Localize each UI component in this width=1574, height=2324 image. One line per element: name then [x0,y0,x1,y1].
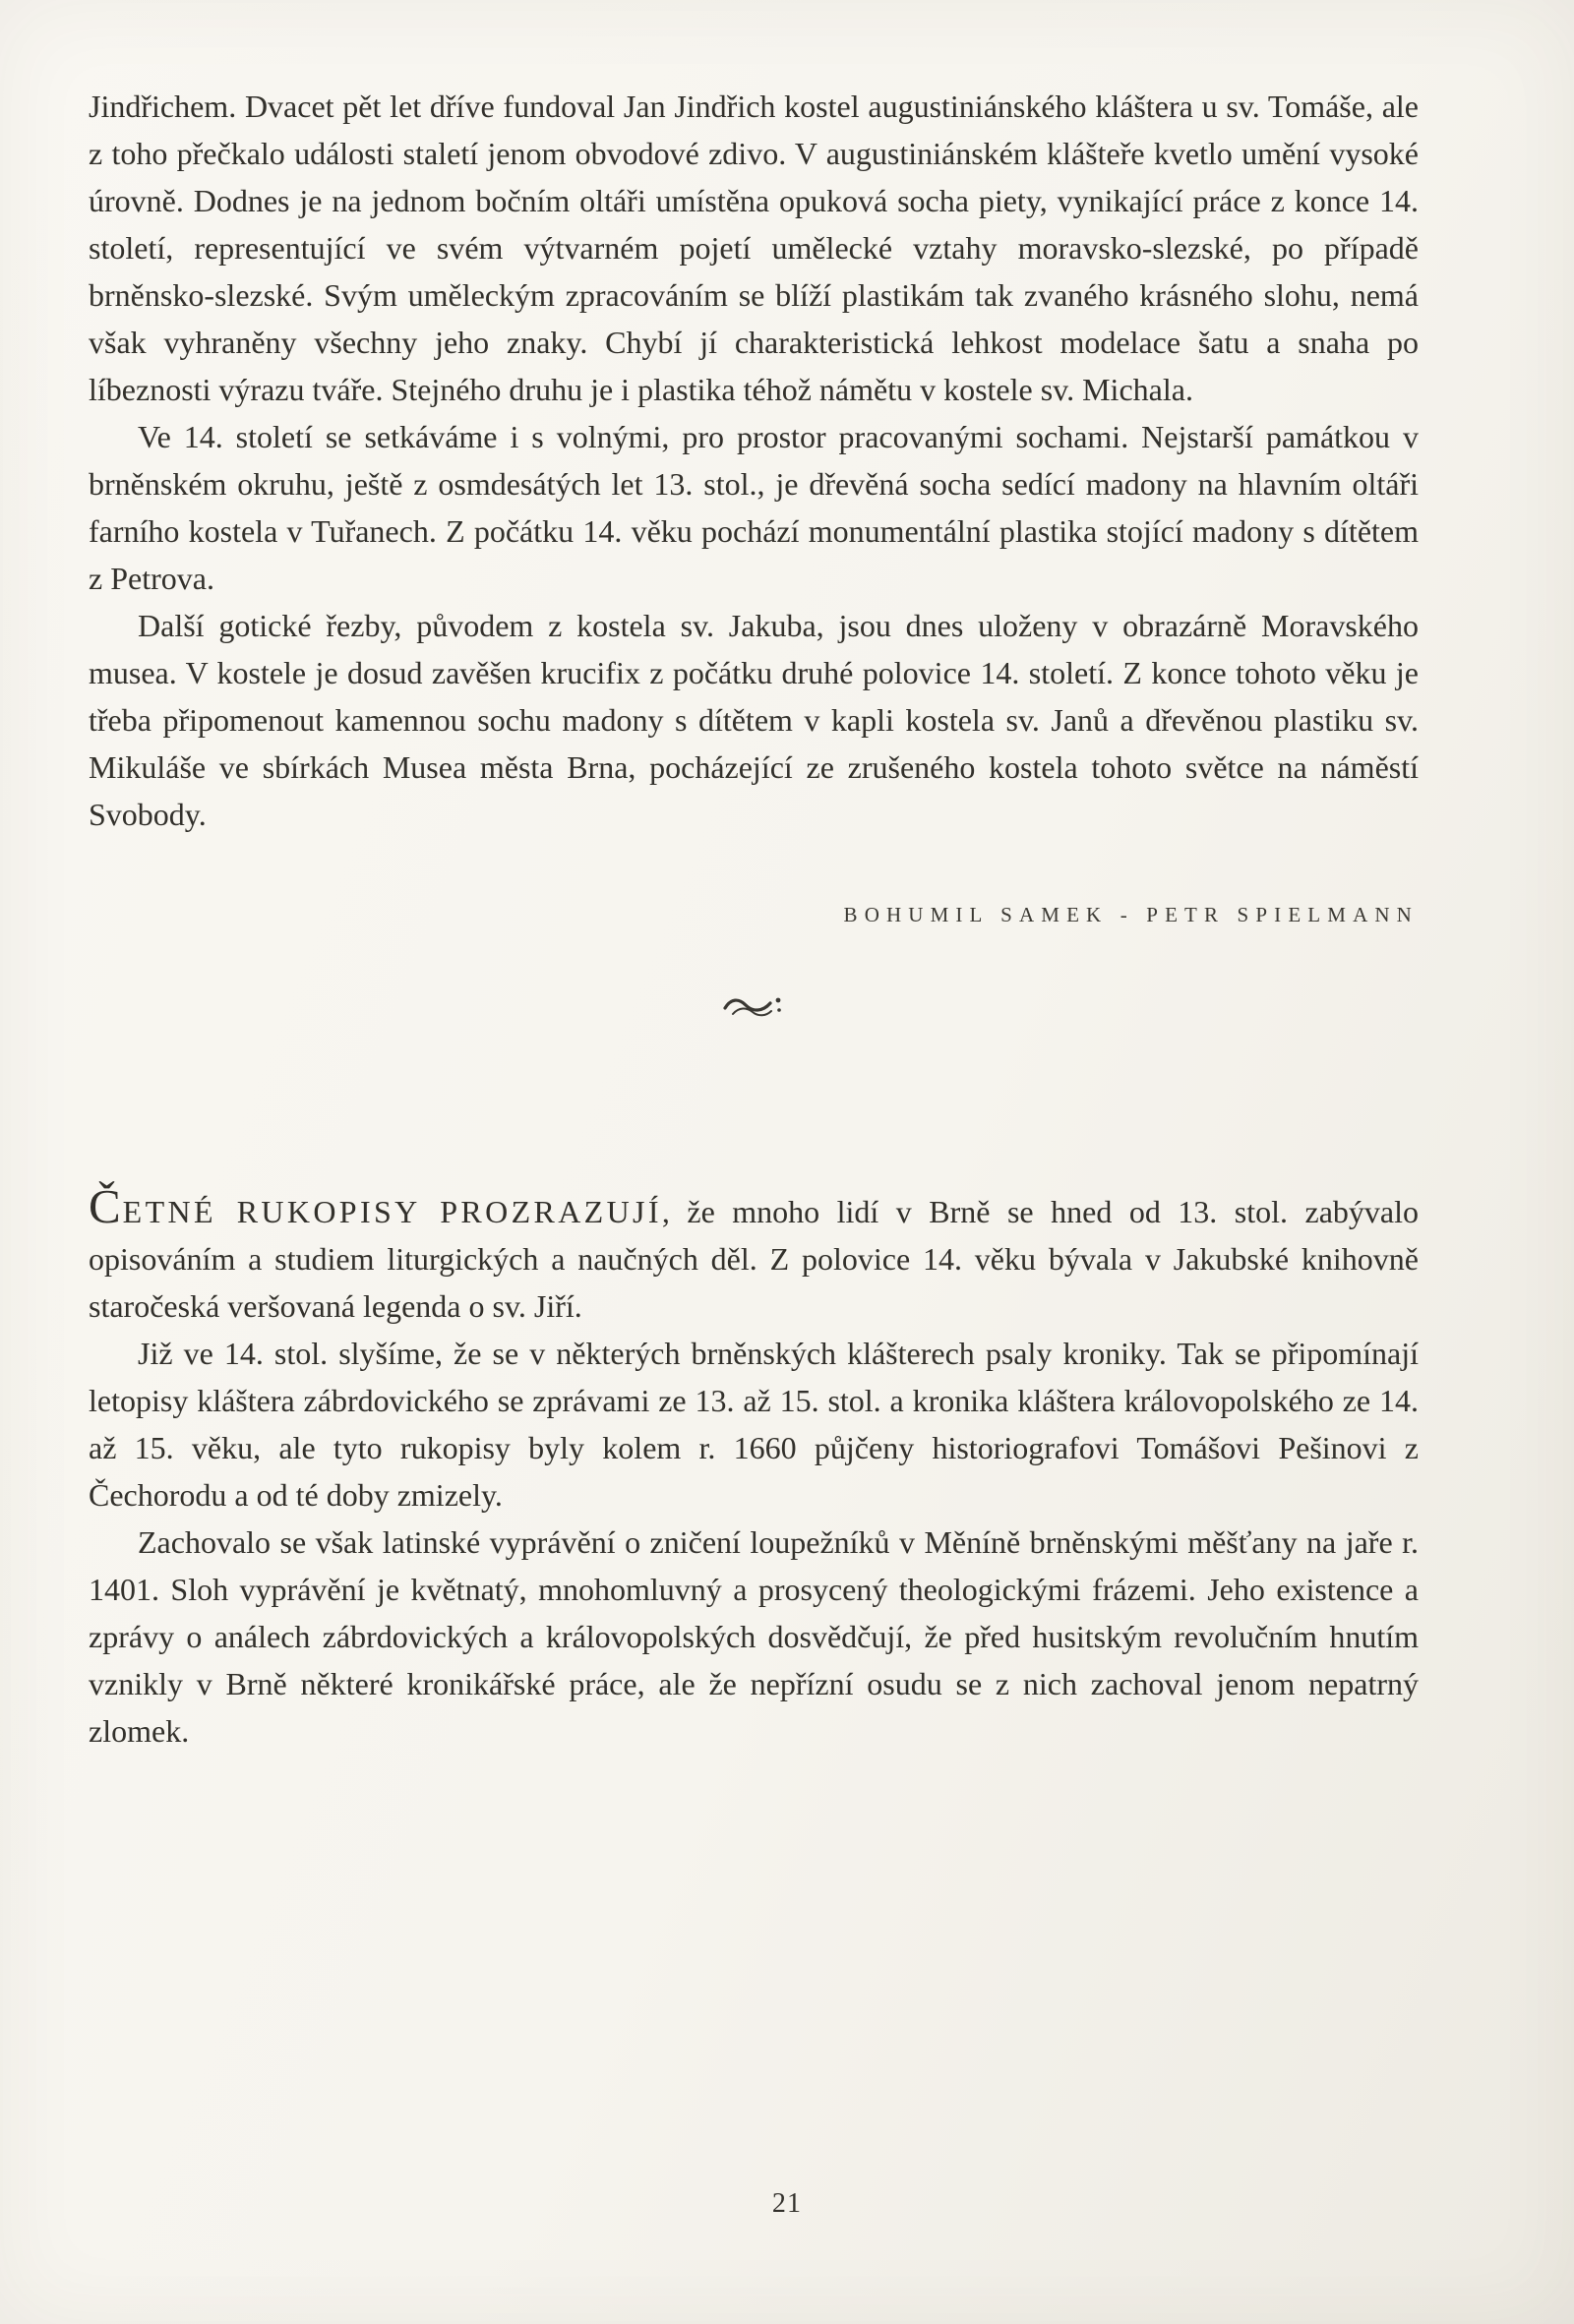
section1-paragraph-2: Ve 14. století se setkáváme i s volnými, pro prostor pracovanými sochami. Nejstarší památkou v brněnském okruhu, ještě z osmdesátých let 13. stol., je dřevěná socha sedící madony na hlavním oltáři farního kostela v Tuřanech. Z počátku 14. věku pochází monumentální plastika stojící madony s dítětem z Petrova. [89,419,1419,596]
section2-opening-paragraph [89,1179,1420,1330]
text-block [89,83,1419,1755]
section1-paragraph-1: Jindřichem. Dvacet pět let dříve fundoval Jan Jindřich kostel augustiniánského kláštera u sv. Tomáše, ale z toho přečkalo události staletí jenom obvodové zdivo. V augustiniánském klášteře kvetlo umění vysoké úrovně. Dodnes je na jednom bočním oltáři umístěna opuková socha piety, vynikající práce z konce 14. století, representující ve svém výtvarném pojetí umělecké vztahy moravsko-slezské, po případě brněnsko-slezské. Svým uměleckým zpracováním se blíží plastikám tak zvaného krásného slohu, nemá však vyhraněny všechny jeho znaky. Chybí jí charakteristická lehkost modelace šatu a snaha po líbeznosti výrazu tváře. Stejného druhu je i plastika téhož námětu v kostele sv. Michala. [89,89,1419,407]
section-divider [89,987,1419,1023]
opening-rest-text: , že mnoho lidí v Brně se hned od 13. stol. zabývalo opisováním a studiem liturgických a naučných děl. Z polovice 14. věku bývala v Jakubské knihovně staročeská veršovaná legenda o sv. Jiří. [89,1194,1420,1324]
swung-dash-ornament-icon [719,987,788,1023]
authors-byline: BOHUMIL SAMEK - PETR SPIELMANN [843,903,1419,926]
section2 [89,1179,1420,1755]
opening-spaced-caps: ETNÉ RUKOPISY PROZRAZUJÍ [122,1194,662,1229]
section2-paragraph-2: Již ve 14. stol. slyšíme, že se v některých brněnských klášterech psaly kroniky. Tak se připomínají letopisy kláštera zábrdovického se zprávami ze 13. až 15. stol. a kronika kláštera královopolského ze 14. až 15. věku, ale tyto rukopisy byly kolem r. 1660 půjčeny historiografovi Tomášovi Pešinovi z Čechorodu a od té doby zmizely. [89,1336,1419,1513]
section2-paragraph-3: Zachovalo se však latinské vyprávění o zničení loupežníků v Měníně brněnskými měšťany na jaře r. 1401. Sloh vyprávění je květnatý, mnohomluvný a prosycený theologickými frázemi. Jeho existence a zprávy o análech zábrdovických a královopolských dosvědčují, že před husitským revolučním hnutím vznikly v Brně některé kronikářské práce, ale že nepřízní osudu se z nich zachoval jenom nepatrný zlomek. [89,1524,1419,1749]
section1-paragraph-3: Další gotické řezby, původem z kostela sv. Jakuba, jsou dnes uloženy v obrazárně Moravského musea. V kostele je dosud zavěšen krucifix z počátku druhé polovice 14. století. Z konce tohoto věku je třeba připomenout kamennou sochu madony s dítětem v kapli kostela sv. Janů a dřevěnou plastiku sv. Mikuláše ve sbírkách Musea města Brna, pocházející ze zrušeného kostela tohoto světce na náměstí Svobody. [89,608,1419,832]
opening-large-initial: Č [89,1179,123,1233]
page-number: 21 [771,2188,803,2219]
